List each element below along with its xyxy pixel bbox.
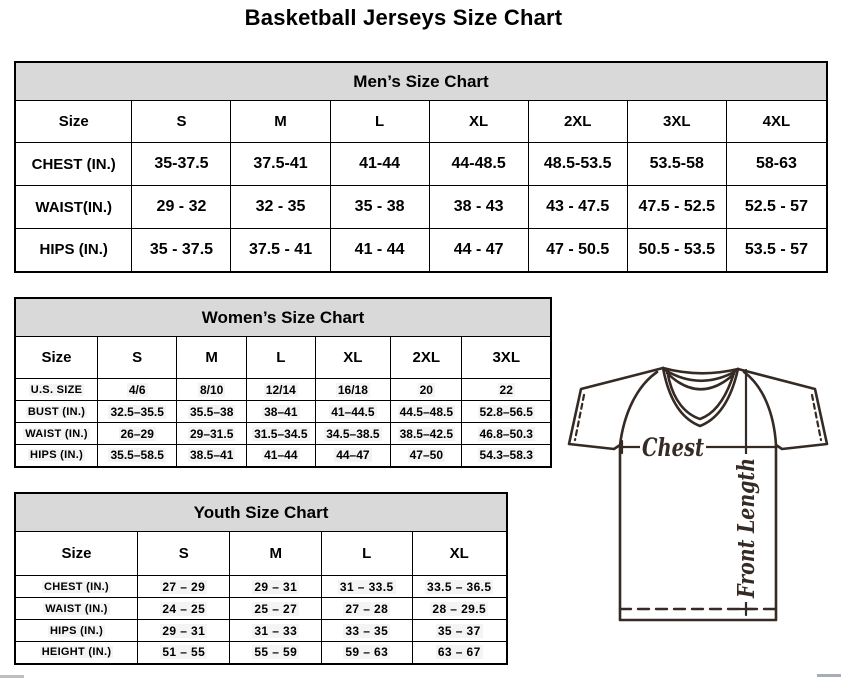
size-value-cell [315, 445, 391, 467]
size-value-cell [321, 642, 412, 664]
table-row [15, 229, 827, 272]
column-header: L [247, 337, 316, 379]
cell-text: 33 – 35 [345, 623, 389, 638]
size-value-cell: 52.5 - 57 [726, 186, 827, 229]
column-header: Size [15, 101, 132, 143]
cell-text: 55 – 59 [254, 645, 298, 660]
size-header-row [15, 101, 827, 143]
cell-text: WAIST (IN.) [45, 602, 108, 615]
cell-text: 33.5 – 36.5 [427, 579, 492, 594]
cell-text: 59 – 63 [345, 645, 389, 660]
edge-fragment-left [0, 675, 24, 678]
youth-chart-title: Youth Size Chart [15, 493, 507, 532]
women-chart-title: Women’s Size Chart [15, 298, 551, 337]
table-row [15, 598, 507, 620]
column-header: S [98, 337, 177, 379]
size-value-cell: 37.5-41 [231, 143, 330, 186]
row-label [15, 576, 138, 598]
size-value-cell: 35-37.5 [132, 143, 231, 186]
size-value-cell: 41 - 44 [330, 229, 429, 272]
column-header: 3XL [462, 337, 551, 379]
cell-text: 54.3–58.3 [479, 448, 533, 463]
size-value-cell [177, 423, 247, 445]
size-header-row [15, 337, 551, 379]
size-value-cell [462, 379, 551, 401]
column-header: Size [15, 337, 98, 379]
collar-top-curve-1 [663, 368, 738, 373]
size-value-cell [98, 445, 177, 467]
cell-text: 29 – 31 [254, 579, 298, 594]
size-value-cell [321, 620, 412, 642]
size-value-cell [412, 642, 507, 664]
cell-text: 28 – 29.5 [432, 601, 487, 616]
cell-text: 32.5–35.5 [110, 404, 164, 419]
row-label: CHEST (IN.) [15, 143, 132, 186]
column-header: 2XL [391, 337, 462, 379]
table-row [15, 642, 507, 664]
size-value-cell: 35 - 38 [330, 186, 429, 229]
size-value-cell: 32 - 35 [231, 186, 330, 229]
cell-text: 46.8–50.3 [479, 426, 533, 441]
cell-text: 24 – 25 [162, 601, 206, 616]
size-value-cell [247, 445, 316, 467]
row-label [15, 642, 138, 664]
jersey-body-outline [569, 368, 827, 620]
size-value-cell: 50.5 - 53.5 [627, 229, 726, 272]
size-value-cell: 29 - 32 [132, 186, 231, 229]
size-value-cell [247, 423, 316, 445]
cell-text: 35 – 37 [437, 623, 481, 638]
page-title: Basketball Jerseys Size Chart [244, 5, 563, 30]
size-value-cell [315, 423, 391, 445]
jersey-outline [569, 368, 827, 620]
cell-text: 31 – 33 [254, 623, 298, 638]
cell-text: 38.5–42.5 [399, 426, 453, 441]
cell-text: 52.8–56.5 [479, 404, 533, 419]
size-value-cell [138, 598, 230, 620]
row-label [15, 445, 98, 467]
cell-text: 44.5–48.5 [399, 404, 453, 419]
column-header: M [177, 337, 247, 379]
size-value-cell [391, 401, 462, 423]
size-value-cell [321, 576, 412, 598]
column-header: M [231, 101, 330, 143]
column-header: 2XL [528, 101, 627, 143]
chest-label: Chest [642, 433, 705, 462]
cell-text: HIPS (IN.) [29, 449, 84, 462]
size-value-cell [391, 379, 462, 401]
size-value-cell [315, 379, 391, 401]
size-value-cell: 43 - 47.5 [528, 186, 627, 229]
cell-text: 27 – 28 [345, 601, 389, 616]
size-value-cell: 53.5-58 [627, 143, 726, 186]
column-header: 4XL [726, 101, 827, 143]
row-label [15, 379, 98, 401]
column-header: XL [429, 101, 528, 143]
chart-title-row [15, 298, 551, 337]
cell-text: 38.5–41 [189, 448, 234, 463]
cell-text: BUST (IN.) [27, 405, 86, 418]
size-value-cell [177, 445, 247, 467]
cell-text: 4/6 [128, 382, 146, 397]
row-label [15, 598, 138, 620]
row-label [15, 401, 98, 423]
table-row [15, 445, 551, 467]
size-value-cell [247, 379, 316, 401]
size-value-cell [247, 401, 316, 423]
size-value-cell [138, 642, 230, 664]
size-value-cell [98, 423, 177, 445]
size-value-cell: 35 - 37.5 [132, 229, 231, 272]
size-value-cell: 53.5 - 57 [726, 229, 827, 272]
cell-text: U.S. SIZE [30, 383, 83, 396]
column-header: XL [315, 337, 391, 379]
cell-text: CHEST (IN.) [43, 580, 110, 593]
womens-size-chart [14, 297, 552, 468]
size-value-cell [315, 401, 391, 423]
row-label: HIPS (IN.) [15, 229, 132, 272]
mens-size-table [14, 61, 828, 273]
cell-text: 41–44 [264, 448, 298, 463]
size-value-cell [462, 423, 551, 445]
cell-text: WAIST (IN.) [25, 427, 88, 440]
cell-text: 34.5–38.5 [326, 426, 380, 441]
table-row [15, 620, 507, 642]
size-value-cell: 38 - 43 [429, 186, 528, 229]
cell-text: 26–29 [120, 426, 154, 441]
size-value-cell [391, 423, 462, 445]
column-header: Size [15, 532, 138, 576]
row-label [15, 620, 138, 642]
jersey-diagram [556, 358, 843, 628]
cell-text: 41–44.5 [331, 404, 375, 419]
cell-text: 27 – 29 [162, 579, 206, 594]
size-value-cell: 41-44 [330, 143, 429, 186]
cell-text: 31 – 33.5 [339, 579, 394, 594]
cell-text: HIPS (IN.) [49, 624, 104, 637]
size-value-cell [138, 620, 230, 642]
size-value-cell [230, 620, 322, 642]
size-value-cell [98, 401, 177, 423]
cell-text: 20 [419, 382, 433, 397]
womens-size-table [14, 297, 552, 468]
size-value-cell [177, 379, 247, 401]
size-value-cell: 44-48.5 [429, 143, 528, 186]
size-value-cell [462, 445, 551, 467]
column-header: S [132, 101, 231, 143]
size-value-cell: 37.5 - 41 [231, 229, 330, 272]
size-value-cell [230, 598, 322, 620]
table-row [15, 186, 827, 229]
right-seam [744, 372, 776, 445]
cell-text: 63 – 67 [437, 645, 481, 660]
youth-size-chart [14, 492, 508, 665]
mens-size-chart [14, 61, 828, 273]
cell-text: 47–50 [409, 448, 443, 463]
size-value-cell [462, 401, 551, 423]
cell-text: HEIGHT (IN.) [41, 646, 112, 659]
cell-text: 12/14 [265, 382, 296, 397]
size-value-cell [412, 598, 507, 620]
edge-fragment-right [817, 674, 841, 677]
cell-text: 16/18 [337, 382, 368, 397]
size-value-cell [412, 576, 507, 598]
size-value-cell: 48.5-53.5 [528, 143, 627, 186]
column-header: XL [412, 532, 507, 576]
men-chart-title: Men’s Size Chart [15, 62, 827, 101]
row-label [15, 423, 98, 445]
cell-text: 29 – 31 [162, 623, 206, 638]
chart-title-row [15, 62, 827, 101]
table-row [15, 401, 551, 423]
cell-text: 51 – 55 [162, 645, 206, 660]
column-header: M [230, 532, 322, 576]
cell-text: 8/10 [200, 382, 224, 397]
size-value-cell [412, 620, 507, 642]
size-value-cell [391, 445, 462, 467]
cell-text: 44–47 [336, 448, 370, 463]
column-header: 3XL [627, 101, 726, 143]
size-value-cell: 47 - 50.5 [528, 229, 627, 272]
cell-text: 38–41 [264, 404, 298, 419]
front-length-label: Front Length [733, 428, 760, 598]
cell-text: 31.5–34.5 [254, 426, 308, 441]
size-value-cell: 58-63 [726, 143, 827, 186]
row-label: WAIST(IN.) [15, 186, 132, 229]
size-header-row [15, 532, 507, 576]
table-row [15, 423, 551, 445]
size-value-cell [321, 598, 412, 620]
youth-size-table [14, 492, 508, 665]
column-header: S [138, 532, 230, 576]
cell-text: 29–31.5 [189, 426, 234, 441]
cell-text: 25 – 27 [254, 601, 298, 616]
table-row [15, 143, 827, 186]
size-value-cell [138, 576, 230, 598]
column-header: L [330, 101, 429, 143]
column-header: L [321, 532, 412, 576]
size-value-cell [230, 642, 322, 664]
size-value-cell: 47.5 - 52.5 [627, 186, 726, 229]
size-value-cell [177, 401, 247, 423]
table-row [15, 379, 551, 401]
size-value-cell: 44 - 47 [429, 229, 528, 272]
table-row [15, 576, 507, 598]
cell-text: 22 [499, 382, 513, 397]
cell-text: 35.5–38 [189, 404, 234, 419]
chart-title-row [15, 493, 507, 532]
cell-text: 35.5–58.5 [110, 448, 164, 463]
size-value-cell [230, 576, 322, 598]
size-value-cell [98, 379, 177, 401]
